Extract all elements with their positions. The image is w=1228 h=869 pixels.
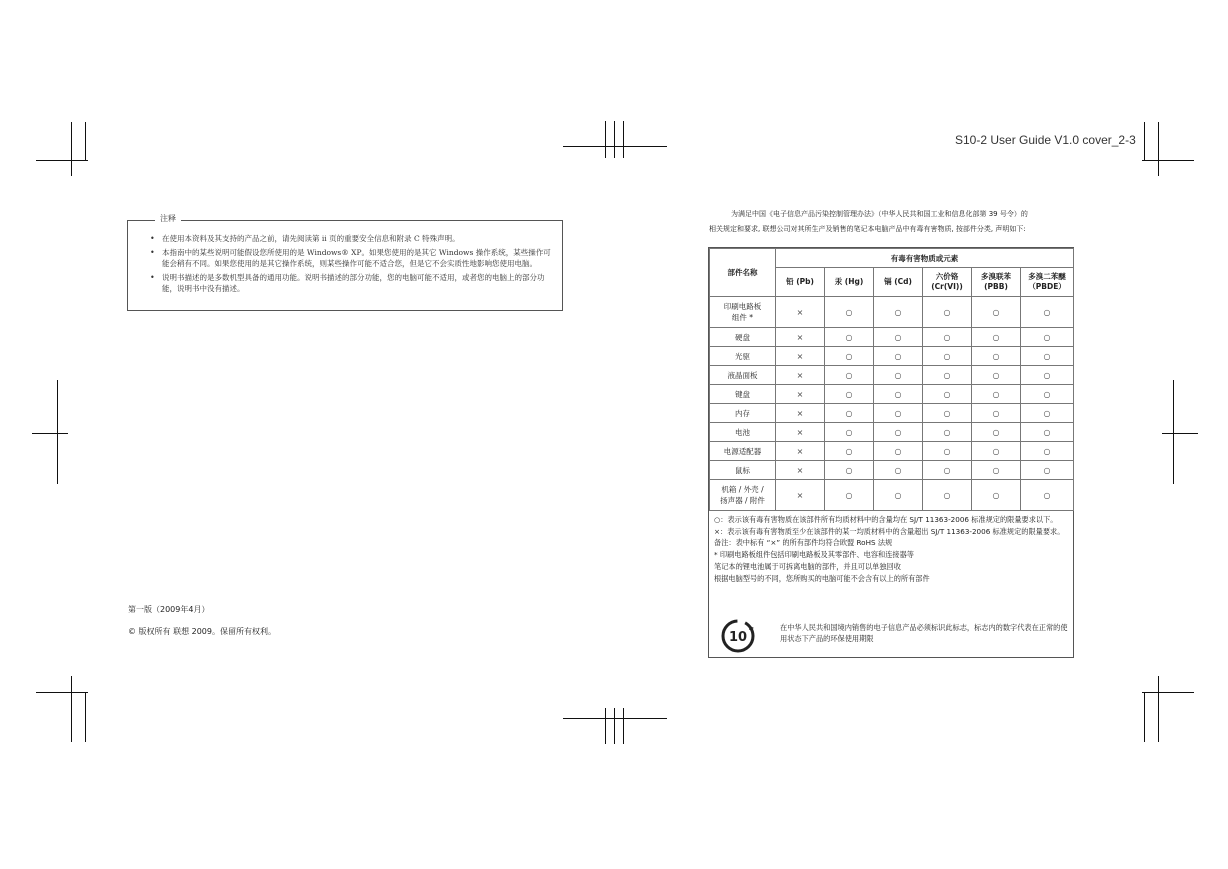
cross-mark: × bbox=[776, 442, 825, 461]
circle-mark: ○ bbox=[825, 480, 874, 511]
circle-mark: ○ bbox=[923, 385, 972, 404]
circle-mark: ○ bbox=[1021, 385, 1074, 404]
logo-description: 在中华人民共和国境内销售的电子信息产品必须标识此标志，标志内的数字代表在正常的使用状态下产品的环保使用期限 bbox=[780, 623, 1068, 643]
table-row bbox=[710, 366, 1074, 385]
circle-mark: ○ bbox=[825, 347, 874, 366]
circle-mark: ○ bbox=[1021, 480, 1074, 511]
rohs-notes bbox=[714, 514, 1066, 584]
header-substance: 多溴二苯醚 （PBDE） bbox=[1021, 268, 1074, 297]
table-row bbox=[710, 328, 1074, 347]
file-label: S10-2 User Guide V1.0 cover_2-3 bbox=[955, 133, 1136, 147]
circle-mark: ○ bbox=[923, 297, 972, 328]
table-row bbox=[710, 461, 1074, 480]
circle-mark: ○ bbox=[825, 461, 874, 480]
header-substance: 六价铬 (Cr(VI)) bbox=[923, 268, 972, 297]
circle-mark: ○ bbox=[972, 297, 1021, 328]
header-substance: 镉 (Cd) bbox=[874, 268, 923, 297]
header-substance: 多溴联苯 (PBB) bbox=[972, 268, 1021, 297]
part-name-cell: 键盘 bbox=[710, 385, 776, 404]
cross-mark: × bbox=[776, 404, 825, 423]
cross-mark: × bbox=[776, 480, 825, 511]
edition-line: 第一版（2009年4月） bbox=[128, 605, 210, 614]
circle-mark: ○ bbox=[1021, 347, 1074, 366]
part-name-cell: 机箱 / 外壳 / 扬声器 / 附件 bbox=[710, 480, 776, 511]
circle-mark: ○ bbox=[972, 480, 1021, 511]
part-name-cell: 光驱 bbox=[710, 347, 776, 366]
circle-mark: ○ bbox=[874, 404, 923, 423]
circle-mark: ○ bbox=[972, 385, 1021, 404]
circle-mark: ○ bbox=[874, 297, 923, 328]
header-substance-group: 有毒有害物质或元素 bbox=[776, 249, 1074, 268]
rohs-panel bbox=[708, 247, 1074, 658]
table-row bbox=[710, 404, 1074, 423]
circle-mark: ○ bbox=[1021, 297, 1074, 328]
rohs-note-line: 笔记本的锂电池属于可拆离电脑的部件，并且可以单独回收 bbox=[714, 561, 901, 571]
circle-mark: ○ bbox=[1021, 404, 1074, 423]
circle-mark: ○ bbox=[825, 366, 874, 385]
part-name-cell: 硬盘 bbox=[710, 328, 776, 347]
circle-mark: ○ bbox=[1021, 328, 1074, 347]
circle-mark: ○ bbox=[874, 480, 923, 511]
circle-mark: ○ bbox=[825, 423, 874, 442]
header-part-name: 部件名称 bbox=[710, 249, 776, 297]
part-name-cell: 鼠标 bbox=[710, 461, 776, 480]
circle-mark: ○ bbox=[972, 404, 1021, 423]
circle-mark: ○ bbox=[874, 385, 923, 404]
part-name-cell: 内存 bbox=[710, 404, 776, 423]
circle-mark: ○ bbox=[972, 442, 1021, 461]
circle-mark: ○ bbox=[923, 366, 972, 385]
circle-mark: ○ bbox=[874, 442, 923, 461]
cross-mark: × bbox=[776, 385, 825, 404]
circle-mark: ○ bbox=[923, 442, 972, 461]
circle-mark: ○ bbox=[972, 423, 1021, 442]
cross-mark: × bbox=[776, 366, 825, 385]
circle-mark: ○ bbox=[1021, 423, 1074, 442]
circle-mark: ○ bbox=[874, 328, 923, 347]
part-name-cell: 电源适配器 bbox=[710, 442, 776, 461]
table-row bbox=[710, 385, 1074, 404]
table-row bbox=[710, 297, 1074, 328]
circle-mark: ○ bbox=[825, 404, 874, 423]
circle-mark: ○ bbox=[923, 347, 972, 366]
part-name-cell: 印刷电路板 组件 * bbox=[710, 297, 776, 328]
rohs-note-line: 备注：表中标有 “×” 的所有部件均符合欧盟 RoHS 法规 bbox=[714, 538, 893, 548]
circle-mark: ○ bbox=[923, 423, 972, 442]
rohs-intro-line: 为满足中国《电子信息产品污染控制管理办法》（中华人民共和国工业和信息化部第 39 号令）的 bbox=[731, 210, 1028, 218]
rohs-table bbox=[709, 248, 1074, 511]
rohs-note-line: * 印刷电路板组件包括印刷电路板及其零部件、电容和连接器等 bbox=[714, 550, 914, 560]
environmental-use-period-logo bbox=[720, 618, 756, 654]
circle-mark: ○ bbox=[923, 461, 972, 480]
circle-mark: ○ bbox=[972, 347, 1021, 366]
circle-mark: ○ bbox=[972, 328, 1021, 347]
circle-mark: ○ bbox=[825, 297, 874, 328]
table-row bbox=[710, 442, 1074, 461]
circle-mark: ○ bbox=[1021, 366, 1074, 385]
circle-mark: ○ bbox=[874, 461, 923, 480]
cross-mark: × bbox=[776, 328, 825, 347]
rohs-note-line: ×：表示该有毒有害物质至少在该部件的某一均质材料中的含量超出 SJ/T 11363-2006 标准规定的限量要求。 bbox=[714, 526, 1065, 536]
rohs-note-line: ○：表示该有毒有害物质在该部件所有均质材料中的含量均在 SJ/T 11363-2006 标准规定的限量要求以下。 bbox=[714, 515, 1058, 524]
circle-mark: ○ bbox=[1021, 442, 1074, 461]
note-list bbox=[150, 233, 555, 297]
rohs-note-line: 根据电脑型号的不同，您所购买的电脑可能不会含有以上的所有部件 bbox=[714, 573, 930, 583]
cross-mark: × bbox=[776, 461, 825, 480]
circle-mark: ○ bbox=[923, 480, 972, 511]
cross-mark: × bbox=[776, 297, 825, 328]
table-row bbox=[710, 480, 1074, 511]
circle-mark: ○ bbox=[923, 404, 972, 423]
circle-mark: ○ bbox=[874, 347, 923, 366]
note-item: • 本指南中的某些说明可能假设您所使用的是 Windows® XP。如果您使用的是其它 Windows 操作系统，某些操作可能会稍有不同。如果您使用的是其它操作系统，则某些操作可能不适合您，但是它不会实质性地影响您使用电脑。 bbox=[150, 247, 555, 269]
cross-mark: × bbox=[776, 347, 825, 366]
header-substance: 汞 (Hg) bbox=[825, 268, 874, 297]
part-name-cell: 液晶面板 bbox=[710, 366, 776, 385]
circle-mark: ○ bbox=[825, 385, 874, 404]
note-title: 注释 bbox=[155, 213, 181, 224]
circle-mark: ○ bbox=[874, 366, 923, 385]
part-name-cell: 电池 bbox=[710, 423, 776, 442]
table-row bbox=[710, 423, 1074, 442]
circle-mark: ○ bbox=[825, 442, 874, 461]
circle-mark: ○ bbox=[972, 461, 1021, 480]
circle-mark: ○ bbox=[874, 423, 923, 442]
header-substance: 铅 (Pb) bbox=[776, 268, 825, 297]
circle-mark: ○ bbox=[972, 366, 1021, 385]
copyright-line: © 版权所有 联想 2009。保留所有权利。 bbox=[128, 627, 276, 636]
note-item: • 说明书描述的是多数机型具备的通用功能。说明书描述的部分功能，您的电脑可能不适用，或者您的电脑上的部分功能，说明书中没有描述。 bbox=[150, 272, 555, 294]
table-row bbox=[710, 347, 1074, 366]
circle-mark: ○ bbox=[923, 328, 972, 347]
circle-mark: ○ bbox=[825, 328, 874, 347]
rohs-intro-line: 相关规定和要求, 联想公司对其所生产及销售的笔记本电脑产品中有毒有害物质, 按部件分类, 声明如下: bbox=[709, 225, 1026, 233]
circle-mark: ○ bbox=[1021, 461, 1074, 480]
cross-mark: × bbox=[776, 423, 825, 442]
note-item: • 在使用本资料及其支持的产品之前，请先阅读第 ii 页的重要安全信息和附录 C 特殊声明。 bbox=[150, 233, 555, 244]
svg-text:10: 10 bbox=[728, 630, 748, 645]
